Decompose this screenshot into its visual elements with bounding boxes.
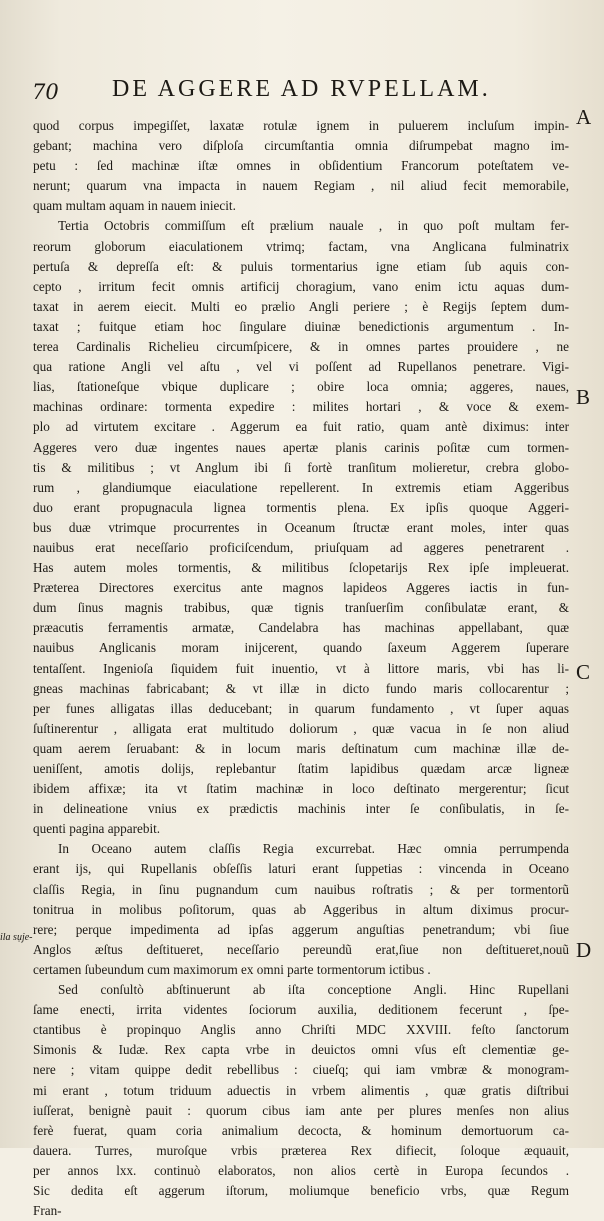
text-line: claſſis Regia, in ſinu pugnandum cum nauibus roſtratis ; & per tormentorũ bbox=[33, 881, 569, 897]
text-line: præacutis ferramentis armatæ, Candelabra has machinas appellabant, quæ bbox=[33, 620, 569, 636]
margin-letter-b: B bbox=[576, 385, 591, 409]
text-line: tis & militibus ; vt Anglum ibi ſi fortè tranſitum molieretur, crebra globo- bbox=[33, 459, 569, 475]
text-line: qua ratione Angli vel aſtu , vel vi poſſent ad Rupellanos penetrare. Vigi- bbox=[33, 359, 569, 375]
text-line: quam multam aquam in nauem iniecit. bbox=[33, 198, 236, 214]
text-line: dauera. Turres, muroſque vrbis præterea Rex difiecit, ſoloque æquauit, bbox=[33, 1142, 569, 1158]
text-line: quod corpus impegiſſet, laxatæ rotulæ ignem in puluerem incluſum impin- bbox=[33, 118, 569, 133]
margin-letter-c: C bbox=[576, 660, 591, 684]
text-line: quam aerem ſeruabant: & in locum maris deſtinatum cum machinæ illæ de- bbox=[33, 740, 569, 756]
text-line: tonitrua in molibus poſitorum, quas ab Aggeribus in altum diximus procur- bbox=[33, 901, 569, 917]
text-line: Tertia Octobris commiſſum eſt prælium nauale , in quo poſt multam fer- bbox=[58, 218, 569, 234]
text-line: tentaſſent. Ingenioſa ſiquidem fuit inuentio, vt à littore maris, vbi has li- bbox=[33, 660, 569, 676]
text-line: lias, ſtationeſque vbique duplicare ; obire loca omnia; aggeres, naues, bbox=[33, 379, 569, 395]
text-line: certamen ſubeundum cum maximorum ex omni parte tormentorum ictibus . bbox=[33, 961, 431, 977]
text-line: duo erant propugnacula lignea tormentis plena. Ex ipſis quoque Aggeri- bbox=[33, 499, 569, 515]
text-line: erant ijs, qui Rupellanis obſeſſis laturi erant ſuppetias : vincenda in Oceano bbox=[33, 861, 569, 877]
text-line: ctantibus è propinquo Anglis anno Chriſti MDC XXVIII. feſto ſanctorum bbox=[33, 1022, 569, 1038]
margin-note: ila sụje- bbox=[0, 932, 33, 943]
text-line: nere ; vitam quippe dedit rebellibus : ciueſq; qui iam vmbræ & monogram- bbox=[33, 1062, 569, 1078]
text-line: cepto , irritum fecit omnis artificij choragium, vano enim ictu aquas dum- bbox=[33, 278, 569, 294]
text-line: In Oceano autem claſſis Regia excurrebat. Hæc omnia perrumpenda bbox=[58, 841, 569, 857]
text-line: per funes alligatas illas deducebant; in quarum fundamento , vt ſuper aquas bbox=[33, 700, 569, 716]
text-line: nauibus erat neceſſario proficiſcendum, priuſquam ad aggeres penetrarent . bbox=[33, 539, 569, 555]
text-line: taxat ; fuitque etiam hoc ſingulare diuinæ benedictionis argumentum . In- bbox=[33, 318, 569, 334]
text-line: gebant; machina vero diſploſa circumſtantia omnia diſrumpebat magno im- bbox=[33, 138, 569, 154]
text-line: plo ad virtutem excitare . Aggerum ea fuit ratio, quam antè diximus: inter bbox=[33, 419, 569, 435]
text-line: gneas machinas fabricabant; & vt illæ in dicto fundo maris collocarentur ; bbox=[33, 680, 569, 696]
text-line: quenti pagina apparebit. bbox=[33, 821, 161, 837]
text-line: ſuſtinerentur , alligata erat multitudo doliorum , quæ vacua in ſe non aliud bbox=[33, 720, 569, 736]
text-line: terea Cardinalis Richelieu circumſpicere, & in omnes partes prouidere , ne bbox=[33, 339, 569, 355]
body-text bbox=[33, 116, 569, 1221]
page-number: 70 bbox=[32, 80, 59, 104]
text-line: iuſſerat, benignè pauit : quorum cibus iam ante per plures menſes non alius bbox=[33, 1102, 569, 1118]
text-line: nerunt; quarum vna impacta in nauem Regiam , nil aliud fecit memorabile, bbox=[33, 178, 569, 194]
text-line: Sic dedita eſt aggerum iſtorum, moliumque beneficio vrbs, quæ Regum bbox=[33, 1182, 569, 1198]
text-line: Simonis & Iudæ. Rex capta vrbe in deuictos omni vſus eſt clementiæ ge- bbox=[33, 1042, 569, 1058]
text-line: ibidem affixæ; ita vt ſtatim machinæ in loco deſtinato mergerentur; ſicut bbox=[33, 781, 569, 797]
text-line: in delineatione vnius ex prædictis machinis inter ſe conſibulatis, in ſe- bbox=[33, 801, 569, 817]
text-line: pertuſa & depreſſa eſt: & puluis tormentarius igne etiam ſub aquis con- bbox=[33, 258, 569, 274]
text-line: rum , glandiumque eiaculatione repellerent. In extremis etiam Aggeribus bbox=[33, 479, 569, 495]
text-line: machinas ordinare: tormenta expedire : milites hortari , & voce & exem- bbox=[33, 399, 569, 415]
text-line: bus duæ vtrimque procurrentes in Oceanum ſtructæ erant moles, inter quas bbox=[33, 519, 569, 535]
text-line: taxat in aerem eiecit. Multi eo prælio Angli periere ; è Regijs ſeptem dum- bbox=[33, 298, 569, 314]
text-line: rere; perque impedimenta ad ipſas aggerum anguſtias penetrandum; vbi ſiue bbox=[33, 921, 569, 937]
text-line: ſame enecti, irrita videntes ſociorum auxilia, deditionem fecerunt , ſpe- bbox=[33, 1002, 569, 1018]
text-line: Præterea Directores exercitus ante magnos lapideos Aggeres iactis in fun- bbox=[33, 580, 569, 596]
text-line: petu : ſed machinæ iſtæ omnes in obſidentium Francorum poteſtatem ve- bbox=[33, 158, 569, 174]
text-line: nauibus Anglicanis moram inijcerent, quando ſaxeum Aggerem ſuperare bbox=[33, 640, 569, 656]
text-line: per annos lxx. continuò elaboratos, non alios certè in Europa ſecundos . bbox=[33, 1162, 569, 1178]
margin-letter-d: D bbox=[576, 938, 592, 962]
margin-letter-a: A bbox=[576, 105, 592, 129]
text-line: ueniſſent, amotis dolijs, replebantur ſtatim lapidibus quædam arcæ ligneæ bbox=[33, 761, 569, 776]
text-line: Has autem moles tormentis, & militibus ſclopetarijs Rex ipſe impleuerat. bbox=[33, 560, 569, 576]
text-line: Sed conſultò abſtinuerunt ab iſta conceptione Angli. Hinc Rupellani bbox=[58, 982, 569, 998]
text-line: Fran- bbox=[33, 1203, 62, 1219]
text-line: Aggeres vero duæ ingentes naues apertæ planis carinis poſitæ cum tormen- bbox=[33, 439, 569, 455]
text-line: reorum globorum eiaculationem vtrimq; factam, vna Anglicana fulminatrix bbox=[33, 238, 569, 254]
text-line: dum ſinus magnis trabibus, quæ tignis tranſuerſim conſibulatæ erant, & bbox=[33, 600, 569, 616]
text-line: ferè fuerat, quam coria animalium decocta, & hominum demortuorum ca- bbox=[33, 1122, 569, 1138]
text-line: mi erant , totum triduum aduectis in vrbem alimentis , quæ gratis diſtribui bbox=[33, 1082, 569, 1098]
running-head bbox=[30, 76, 550, 110]
text-line: Anglos æſtus deſtitueret, neceſſario pereundũ erat,ſiue non deſtitueret,nouũ bbox=[33, 941, 569, 957]
running-title: DE AGGERE AD RVPELLAM. bbox=[112, 76, 491, 102]
